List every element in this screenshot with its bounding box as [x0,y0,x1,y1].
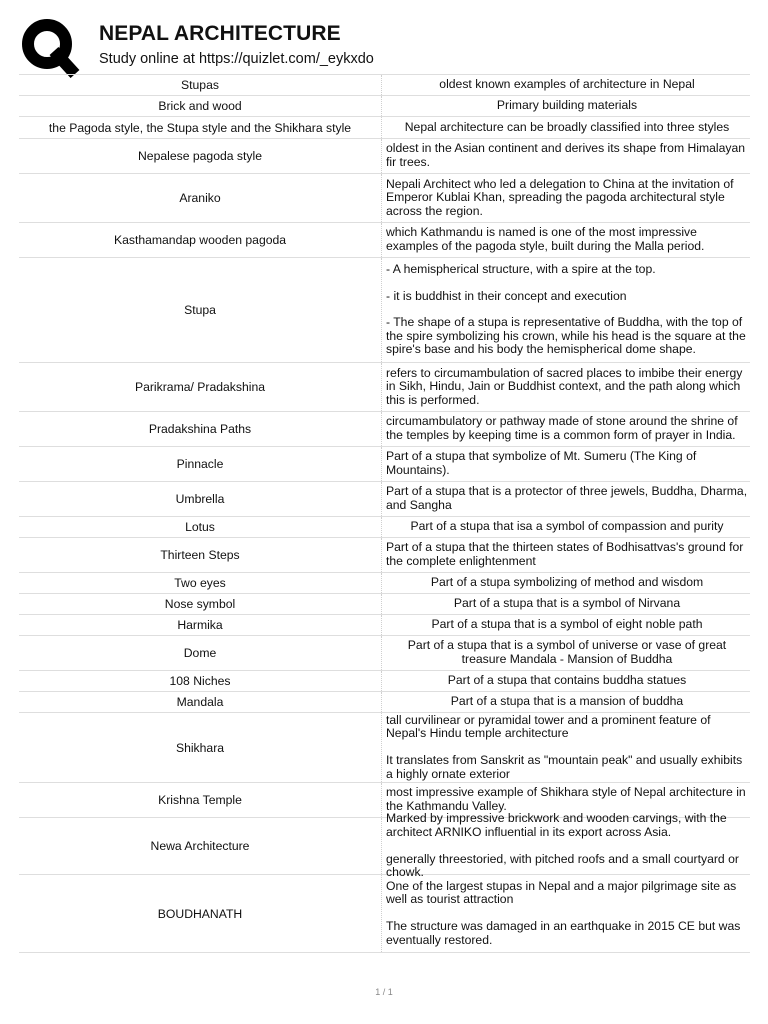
term-cell: BOUDHANATH [19,875,382,952]
definition-cell [382,573,750,593]
table-row [19,411,750,446]
table-row [19,516,750,537]
definition-paragraph: Part of a stupa that symbolize of Mt. Sumeru (The King of Mountains). [386,449,697,477]
term-cell: Thirteen Steps [19,538,382,572]
term-cell: Mandala [19,692,382,712]
definition-paragraph: Marked by impressive brickwork and wooden carvings, with the architect ARNIKO influential in its export across Asia. [386,811,727,839]
table-row [19,222,750,257]
definition-cell [382,223,750,257]
page-number: 1 / 1 [375,987,393,997]
definition-cell [382,96,750,116]
term-cell: 108 Niches [19,671,382,691]
term-cell: Pinnacle [19,447,382,481]
definition-cell [382,363,750,411]
definition-paragraph: One of the largest stupas in Nepal and a major pilgrimage site as well as tourist attraction [386,878,737,907]
table-row [19,593,750,614]
term-cell: Newa Architecture [19,818,382,874]
definition-cell [382,811,750,880]
term-cell: Nepalese pagoda style [19,139,382,173]
table-row [19,874,750,953]
definition-paragraph: oldest known examples of architecture in Nepal [439,77,695,92]
definition-paragraph: generally threestoried, with pitched roofs and a small courtyard or chowk. [386,851,739,880]
table-row [19,691,750,712]
term-cell: Krishna Temple [19,783,382,817]
definition-paragraph: Part of a stupa that is a symbol of Nirvana [453,596,681,611]
definition-paragraph: - it is buddhist in their concept and execution [386,288,627,303]
table-row [19,811,750,880]
term-cell: Parikrama/ Pradakshina [19,363,382,411]
term-cell: Lotus [19,517,382,537]
definition-cell [382,875,750,952]
term-cell: the Pagoda style, the Stupa style and the Shikhara style [19,117,382,138]
table-row [19,173,750,222]
definition-paragraph: which Kathmandu is named is one of the most impressive examples of the pagoda style, built during the Malla period. [386,225,705,253]
term-cell: Nose symbol [19,594,382,614]
definition-paragraph: Nepal architecture can be broadly classified into three styles [404,119,730,134]
table-row [19,670,750,691]
term-cell: Shikhara [19,713,382,782]
table-row [19,257,750,362]
term-cell: Umbrella [19,482,382,516]
definition-paragraph: Part of a stupa that is a protector of three jewels, Buddha, Dharma, and Sangha [386,484,748,512]
definition-paragraph: Part of a stupa that isa a symbol of compassion and purity [410,519,724,534]
term-cell: Araniko [19,174,382,222]
study-link[interactable]: Study online at https://quizlet.com/_eykxdo [99,51,374,67]
definition-paragraph: Nepali Architect who led a delegation to China at the invitation of Emperor Kublai Khan, spreading the pagoda architectural style across the region. [386,176,734,218]
definition-paragraph: Part of a stupa that contains buddha statues [447,673,687,688]
definition-paragraph: Part of a stupa that is a mansion of buddha [450,694,684,709]
definition-cell [382,671,750,691]
definition-paragraph: Part of a stupa that is a symbol of universe or vase of great treasure Mandala - Mansion of Buddha [407,638,727,666]
definition-cell [382,139,750,173]
definition-paragraph: circumambulatory or pathway made of stone around the shrine of the temples by keeping time is a common form of prayer in India. [386,414,738,442]
definition-cell [382,117,750,138]
definition-cell [382,482,750,516]
definition-paragraph: Part of a stupa symbolizing of method and wisdom [430,575,704,590]
definition-cell [382,447,750,481]
definition-cell [382,594,750,614]
table-row [19,116,750,138]
table-row [19,572,750,593]
table-row [19,74,750,95]
definition-paragraph: - A hemispherical structure, with a spire at the top. [386,262,656,277]
term-cell: Stupa [19,258,382,362]
definition-cell [382,538,750,572]
table-row [19,537,750,572]
page-header [18,14,758,78]
table-row [19,362,750,411]
term-cell: Dome [19,636,382,670]
definition-paragraph: Part of a stupa that the thirteen states of Bodhisattvas's ground for the complete enlightenment [386,540,744,568]
definition-paragraph: Primary building materials [496,98,638,113]
term-cell: Stupas [19,75,382,95]
definition-cell [382,517,750,537]
definition-cell [382,713,750,782]
definition-paragraph: most impressive example of Shikhara style of Nepal architecture in the Kathmandu Valley. [386,785,746,813]
term-cell: Harmika [19,615,382,635]
definition-cell [382,615,750,635]
definition-cell [382,412,750,446]
term-cell: Two eyes [19,573,382,593]
quizlet-logo-icon [18,14,82,78]
definition-paragraph: oldest in the Asian continent and derives its shape from Himalayan fir trees. [386,141,746,169]
definition-cell [382,258,750,362]
flashcard-table [19,74,750,953]
definition-cell [382,75,750,95]
definition-cell [382,174,750,222]
term-cell: Kasthamandap wooden pagoda [19,223,382,257]
definition-cell [382,636,750,670]
definition-paragraph: Part of a stupa that is a symbol of eight noble path [431,617,703,632]
definition-paragraph: It translates from Sanskrit as "mountain peak" and usually exhibits a highly ornate exterior [386,753,743,781]
table-row [19,481,750,516]
definition-paragraph: The structure was damaged in an earthquake in 2015 CE but was eventually restored. [386,919,741,947]
table-row [19,95,750,116]
definition-paragraph: refers to circumambulation of sacred places to imbibe their energy in Sikh, Hindu, Jain or Buddhist context, and the path along which this is performed. [386,365,743,407]
definition-cell [382,692,750,712]
table-row [19,614,750,635]
table-row [19,446,750,481]
definition-paragraph: tall curvilinear or pyramidal tower and a prominent feature of Nepal's Hindu temple architecture [386,712,711,741]
table-row [19,712,750,782]
definition-paragraph: - The shape of a stupa is representative of Buddha, with the top of the spire symbolizing his crown, while his head is the square at the spire's base and his body the hemispherical dome shape. [386,315,746,357]
page-title: NEPAL ARCHITECTURE [99,22,341,45]
term-cell: Pradakshina Paths [19,412,382,446]
table-row [19,138,750,173]
term-cell: Brick and wood [19,96,382,116]
table-row [19,635,750,670]
